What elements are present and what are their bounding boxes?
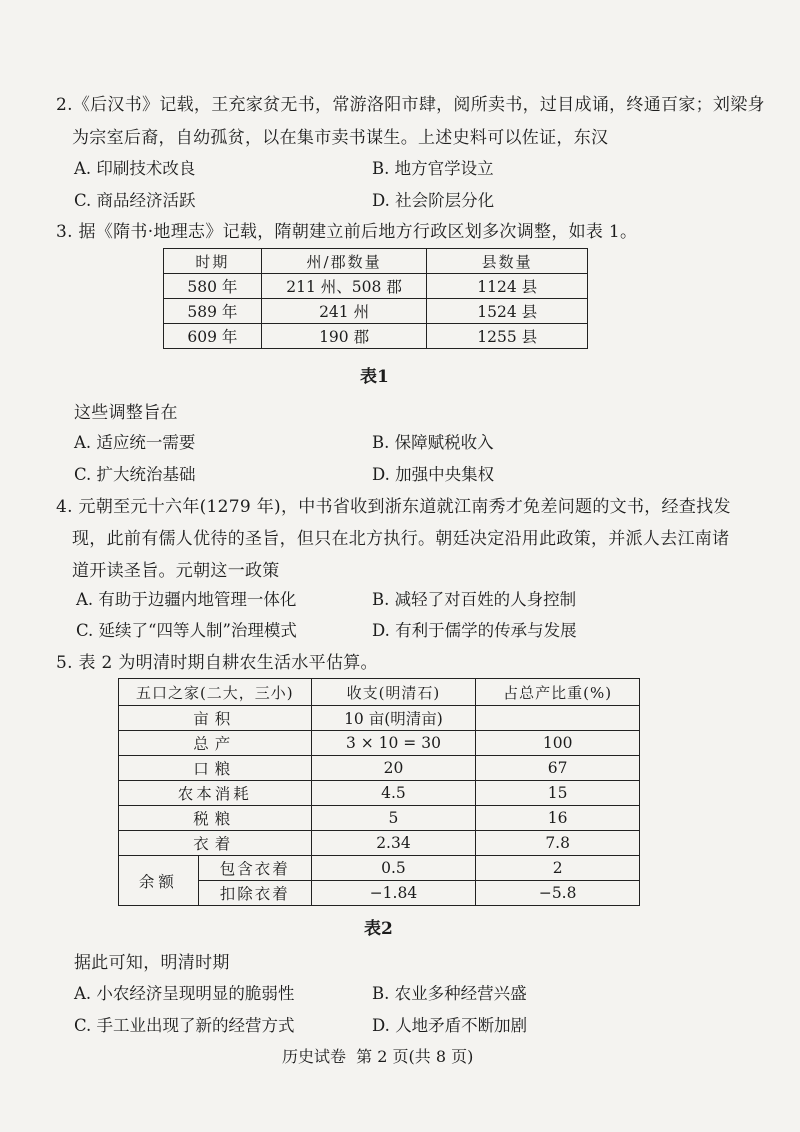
q2-stem-line1: 2.《后汉书》记载，王充家贫无书，常游洛阳市肆，阅所卖书，过目成诵，终通百家；刘梁身 bbox=[56, 95, 765, 115]
table-cell: 税粮 bbox=[119, 806, 312, 831]
q5-option-d: D. 人地矛盾不断加剧 bbox=[372, 1016, 528, 1035]
table-row bbox=[164, 274, 588, 299]
table-1-header-row bbox=[164, 249, 588, 274]
table-1-header: 时期 bbox=[164, 249, 262, 274]
q2-option-d: D. 社会阶层分化 bbox=[372, 191, 495, 210]
q2-option-a: A. 印刷技术改良 bbox=[74, 159, 196, 178]
q4-stem-line3: 道开读圣旨。元朝这一政策 bbox=[72, 561, 280, 581]
q2-stem-line2: 为宗室后裔，自幼孤贫，以在集市卖书谋生。上述史料可以佐证，东汉 bbox=[72, 128, 609, 148]
q4-option-b: B. 减轻了对百姓的人身控制 bbox=[372, 590, 577, 609]
table-cell: 0.5 bbox=[311, 856, 476, 881]
table-row bbox=[164, 324, 588, 349]
q4-option-a: A. 有助于边疆内地管理一体化 bbox=[76, 590, 297, 609]
table-cell: 211 州、508 郡 bbox=[261, 274, 427, 299]
table-cell bbox=[476, 706, 640, 731]
table-1-header: 县数量 bbox=[427, 249, 588, 274]
table-1-caption: 表1 bbox=[360, 367, 389, 387]
table-cell: 2 bbox=[476, 856, 640, 881]
q3-stem: 3. 据《隋书·地理志》记载，隋朝建立前后地方行政区划多次调整，如表 1。 bbox=[56, 222, 638, 242]
table-row bbox=[119, 731, 640, 756]
table-cell: 3 × 10 = 30 bbox=[311, 731, 476, 756]
table-row bbox=[119, 706, 640, 731]
table-row bbox=[119, 856, 640, 881]
q3-option-d: D. 加强中央集权 bbox=[372, 465, 495, 484]
table-cell: 241 州 bbox=[261, 299, 427, 324]
q3-option-c: C. 扩大统治基础 bbox=[74, 465, 196, 484]
table-cell: 67 bbox=[476, 756, 640, 781]
q5-option-c: C. 手工业出现了新的经营方式 bbox=[74, 1016, 295, 1035]
table-1-header: 州/郡数量 bbox=[261, 249, 427, 274]
q5-option-a: A. 小农经济呈现明显的脆弱性 bbox=[74, 984, 295, 1003]
table-cell: 1524 县 bbox=[427, 299, 588, 324]
table-cell: −1.84 bbox=[311, 881, 476, 906]
q3-option-b: B. 保障赋税收入 bbox=[372, 433, 494, 452]
table-2-header: 占总产比重(%) bbox=[476, 679, 640, 706]
table-cell: 580 年 bbox=[164, 274, 262, 299]
table-cell: 农本消耗 bbox=[119, 781, 312, 806]
table-cell: 589 年 bbox=[164, 299, 262, 324]
table-cell: 7.8 bbox=[476, 831, 640, 856]
table-cell: 10 亩(明清亩) bbox=[311, 706, 476, 731]
q4-stem-line1: 4. 元朝至元十六年(1279 年)，中书省收到浙东道就江南秀才免差问题的文书，经查找发 bbox=[56, 497, 731, 517]
table-cell: 包含衣着 bbox=[198, 856, 311, 881]
table-cell: 4.5 bbox=[311, 781, 476, 806]
q3-prompt: 这些调整旨在 bbox=[74, 403, 178, 423]
q4-stem-line2: 现，此前有儒人优待的圣旨，但只在北方执行。朝廷决定沿用此政策，并派人去江南诸 bbox=[72, 529, 730, 549]
table-row bbox=[164, 299, 588, 324]
q2-option-b: B. 地方官学设立 bbox=[372, 159, 494, 178]
table-cell-balance-label: 余额 bbox=[119, 856, 199, 906]
table-row bbox=[119, 831, 640, 856]
table-cell: 5 bbox=[311, 806, 476, 831]
table-row bbox=[119, 806, 640, 831]
table-2-header: 收支(明清石) bbox=[311, 679, 476, 706]
q4-option-c: C. 延续了“四等人制”治理模式 bbox=[76, 621, 297, 640]
table-2-header: 五口之家(二大，三小) bbox=[119, 679, 312, 706]
table-cell: 1255 县 bbox=[427, 324, 588, 349]
q5-stem: 5. 表 2 为明清时期自耕农生活水平估算。 bbox=[56, 653, 378, 673]
q3-option-a: A. 适应统一需要 bbox=[74, 433, 196, 452]
q4-option-d: D. 有利于儒学的传承与发展 bbox=[372, 621, 577, 640]
table-cell: 100 bbox=[476, 731, 640, 756]
table-2-caption: 表2 bbox=[364, 919, 393, 939]
table-cell: 15 bbox=[476, 781, 640, 806]
table-cell: 190 郡 bbox=[261, 324, 427, 349]
table-cell: 总产 bbox=[119, 731, 312, 756]
table-row bbox=[119, 781, 640, 806]
table-cell: 扣除衣着 bbox=[198, 881, 311, 906]
table-cell: 口粮 bbox=[119, 756, 312, 781]
table-cell: 2.34 bbox=[311, 831, 476, 856]
table-cell: 16 bbox=[476, 806, 640, 831]
table-cell: 1124 县 bbox=[427, 274, 588, 299]
q2-option-c: C. 商品经济活跃 bbox=[74, 191, 196, 210]
table-2-header-row bbox=[119, 679, 640, 706]
table-cell: 亩积 bbox=[119, 706, 312, 731]
table-1 bbox=[163, 248, 588, 349]
page-footer: 历史试卷 第 2 页(共 8 页) bbox=[282, 1047, 474, 1066]
table-cell: 衣着 bbox=[119, 831, 312, 856]
table-row bbox=[119, 756, 640, 781]
q5-option-b: B. 农业多种经营兴盛 bbox=[372, 984, 527, 1003]
table-cell: 609 年 bbox=[164, 324, 262, 349]
table-cell: 20 bbox=[311, 756, 476, 781]
q5-prompt: 据此可知，明清时期 bbox=[74, 953, 230, 973]
table-cell: −5.8 bbox=[476, 881, 640, 906]
table-2 bbox=[118, 678, 640, 906]
